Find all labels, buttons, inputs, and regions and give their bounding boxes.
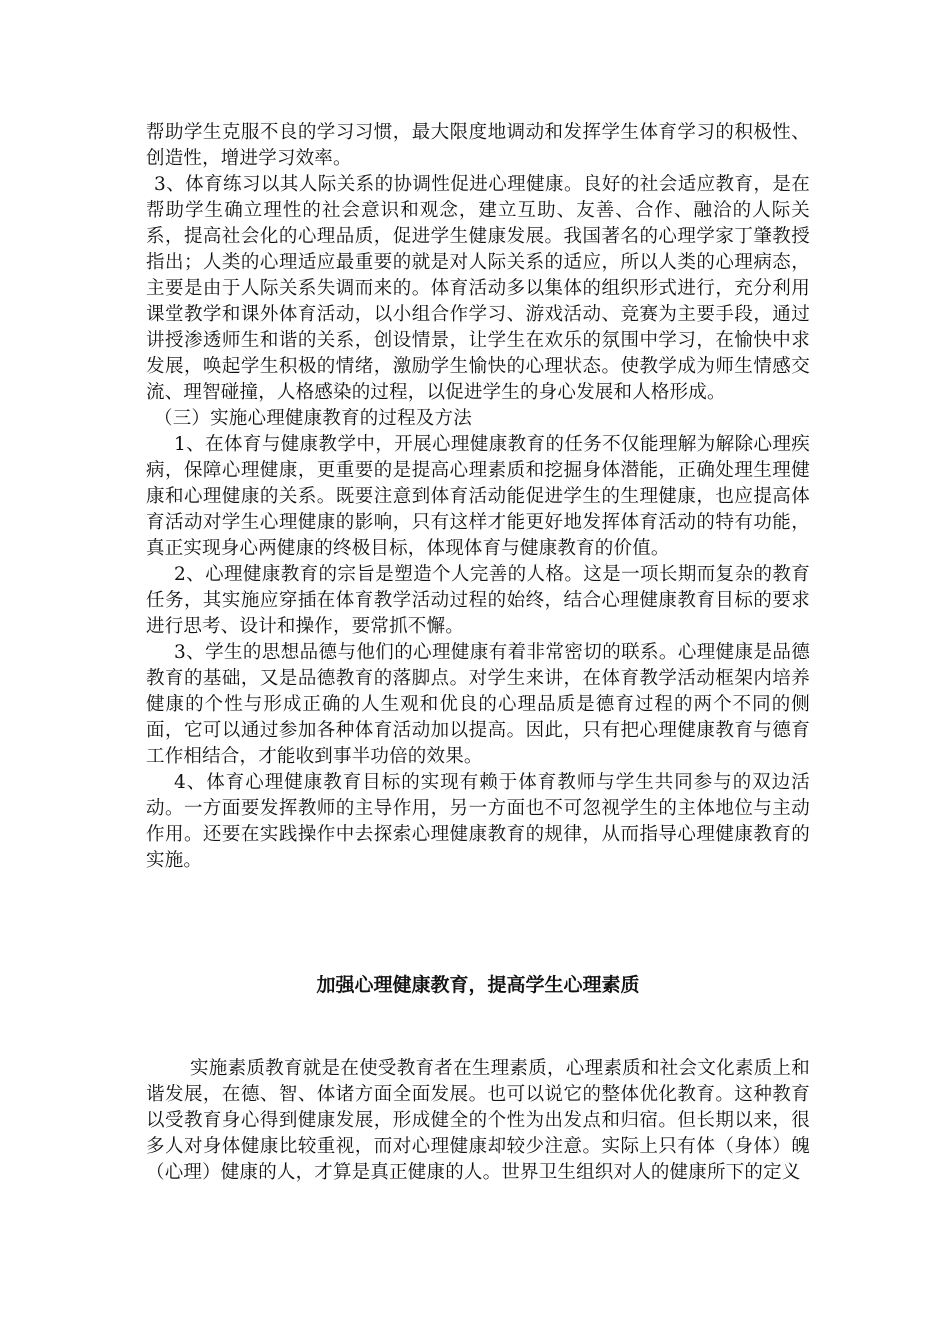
paragraph-point-3: 3、体育练习以其人际关系的协调性促进心理健康。良好的社会适应教育，是在帮助学生确立理性的社会意识和观念，建立互助、友善、合作、融洽的人际关系，提高社会化的心理品质，促进学生健康发展。我国著名的心理学家丁肇教授指出；人类的心理适应最重要的就是对人际关系的适应，所以人类的心理病态，主要是由于人际关系失调而来的。体育活动多以集体的组织形式进行，充分利用课堂教学和课外体育活动，以小组合作学习、游戏活动、竞赛为主要手段，通过讲授渗透师生和谐的关系，创设情景，让学生在欢乐的氛围中学习，在愉快中求发展，唤起学生积极的情绪，激励学生愉快的心理状态。使教学成为师生情感交流、理智碰撞，人格感染的过程，以促进学生的身心发展和人格形成。: [146, 174, 810, 403]
article-title: 加强心理健康教育，提高学生心理素质: [316, 974, 640, 996]
paragraph-method-4: 4、体育心理健康教育目标的实现有赖于体育教师与学生共同参与的双边活动。一方面要发挥教师的主导作用，另一方面也不可忽视学生的主体地位与主动作用。还要在实践操作中去探索心理健康教育的规律，从而指导心理健康教育的实施。: [146, 772, 810, 871]
subsection-heading: （三）实施心理健康教育的过程及方法: [154, 408, 472, 429]
paragraph-method-2: 2、心理健康教育的宗旨是塑造个人完善的人格。这是一项长期而复杂的教育任务，其实施应穿插在体育教学活动过程的始终，结合心理健康教育目标的要求进行思考、设计和操作，要常抓不懈。: [146, 564, 810, 637]
paragraph-intro: 实施素质教育就是在使受教育者在生理素质，心理素质和社会文化素质上和谐发展，在德、智、体诸方面全面发展。也可以说它的整体优化教育。这种教育以受教育身心得到健康发展，形成健全的个性为出发点和归宿。但长期以来，很多人对身体健康比较重视，而对心理健康却较少注意。实际上只有体（身体）魄（心理）健康的人，才算是真正健康的人。世界卫生组织对人的健康所下的定义: [146, 1058, 810, 1183]
body-text-section-1: [146, 120, 810, 874]
paragraph-continuation: 帮助学生克服不良的学习习惯，最大限度地调动和发挥学生体育学习的积极性、创造性，增进学习效率。: [146, 122, 810, 169]
body-text-section-2: [146, 1056, 810, 1186]
paragraph-method-3: 3、学生的思想品德与他们的心理健康有着非常密切的联系。心理健康是品德教育的基础，又是品德教育的落脚点。对学生来讲，在体育教学活动框架内培养健康的个性与形成正确的人生观和优良的心理品质是德育过程的两个不同的侧面，它可以通过参加各种体育活动加以提高。因此，只有把心理健康教育与德育工作相结合，才能收到事半功倍的效果。: [146, 642, 810, 767]
paragraph-method-1: 1、在体育与健康教学中，开展心理健康教育的任务不仅能理解为解除心理疾病，保障心理健康，更重要的是提高心理素质和挖掘身体潜能，正确处理生理健康和心理健康的关系。既要注意到体育活动能促进学生的生理健康，也应提高体育活动对学生心理健康的影响，只有这样才能更好地发挥体育活动的特有功能，真正实现身心两健康的终极目标，体现体育与健康教育的价值。: [146, 434, 810, 559]
